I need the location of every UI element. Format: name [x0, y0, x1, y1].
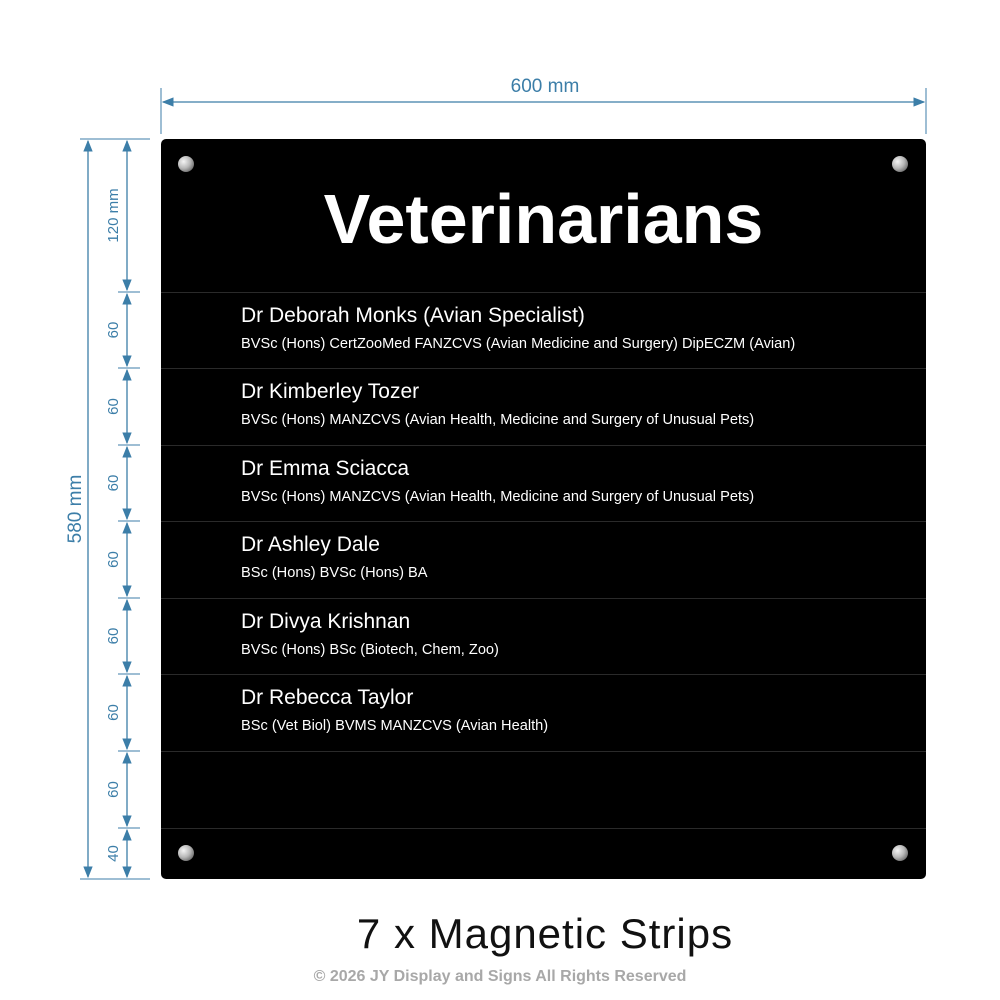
segment-label: 60: [104, 398, 122, 415]
vet-qualifications: BVSc (Hons) MANZCVS (Avian Health, Medicine and Surgery of Unusual Pets): [241, 412, 755, 428]
height-label: 580 mm: [65, 474, 87, 544]
segment-label: 60: [104, 704, 122, 721]
sign-panel: [161, 139, 926, 879]
screw-bottom-right: [892, 845, 908, 861]
magnetic-strip: [161, 368, 926, 444]
segment-label: 120 mm: [104, 188, 122, 243]
segment-label: 60: [104, 781, 122, 798]
segment-label: 60: [104, 321, 122, 339]
strips-label: 7 x Magnetic Strips: [356, 910, 734, 957]
strip-divider: [161, 828, 926, 829]
screw-top-right: [892, 156, 908, 172]
height-dimension: [80, 139, 150, 879]
magnetic-strip: [161, 674, 926, 750]
vet-qualifications: BVSc (Hons) BSc (Biotech, Chem, Zoo): [241, 642, 499, 658]
magnetic-strip: [161, 521, 926, 597]
vet-qualifications: BVSc (Hons) CertZooMed FANZCVS (Avian Medicine and Surgery) DipECZM (Avian): [241, 336, 796, 352]
vet-qualifications: BVSc (Hons) MANZCVS (Avian Health, Medicine and Surgery of Unusual Pets): [241, 489, 755, 505]
segment-label: 40: [104, 845, 122, 862]
magnetic-strip: [161, 292, 926, 368]
segment-label: 60: [104, 551, 122, 568]
screw-top-left: [178, 156, 194, 172]
vet-name: Dr Kimberley Tozer: [241, 380, 420, 403]
width-label: 600 mm: [510, 76, 580, 97]
vet-name: Dr Rebecca Taylor: [241, 686, 414, 709]
vet-qualifications: BSc (Vet Biol) BVMS MANZCVS (Avian Health): [241, 718, 549, 734]
vet-name: Dr Emma Sciacca: [241, 457, 410, 480]
magnetic-strip: [161, 598, 926, 674]
copyright-notice: © 2026 JY Display and Signs All Rights Reserved: [313, 968, 687, 985]
magnetic-strip: [161, 445, 926, 521]
segment-label: 60: [104, 474, 122, 492]
magnetic-strip-empty: [161, 751, 926, 827]
screw-bottom-left: [178, 845, 194, 861]
vet-name: Dr Deborah Monks (Avian Specialist): [241, 304, 585, 327]
sign-title: Veterinarians: [323, 180, 764, 258]
vet-name: Dr Divya Krishnan: [241, 610, 411, 633]
vet-qualifications: BSc (Hons) BVSc (Hons) BA: [241, 565, 428, 581]
segment-dimensions: [105, 141, 140, 877]
segment-label: 60: [104, 627, 122, 645]
vet-name: Dr Ashley Dale: [241, 533, 380, 556]
